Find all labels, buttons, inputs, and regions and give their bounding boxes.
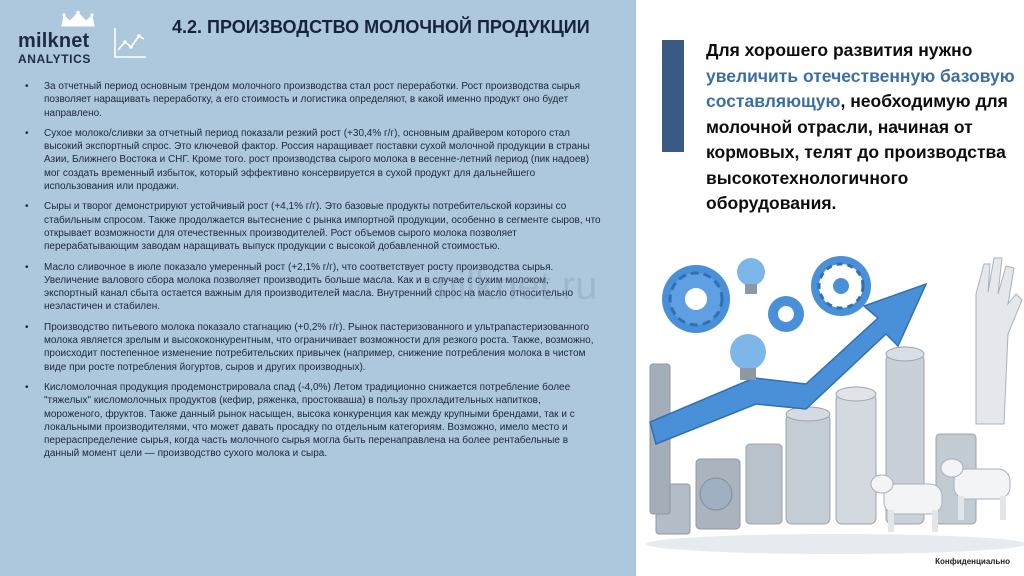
bullet-marker: • — [25, 201, 29, 213]
quote-text-end: , необходимую для молочной отрасли, начиная от кормовых, телят до производства высокотехнологичного оборудования. — [706, 91, 1008, 213]
dairy-industry-illustration — [636, 244, 1024, 554]
bullet-text: Сыры и творог демонстрируют устойчивый рост (+4,1% г/г). Это базовые продукты потребительской корзины со стабильным спросом. Также продолжается вытеснение с рынка импортной продукции, особенно в сегменте сыров, что открывает возможности для отечественных производителей. Рост объемов сырого молока позволяет перерабатывающим заводам наращивать выпуск продукции с высокой добавленной стоимостью. — [44, 201, 601, 253]
crown-icon — [58, 10, 98, 30]
bullet-item-fermented — [22, 381, 602, 461]
logo-subtitle: ANALYTICS — [18, 52, 91, 66]
bullet-text: Сухое молоко/сливки за отчетный период показали резкий рост (+30,4% г/г), основным драйвером которого стал высокий экспортный спрос. Это ключевой фактор. Россия наращивает поставки сухой молочной продукции в страны Азии, Ближнего Востока и СНГ. Кроме того. рост производства сырого молока в весенне-летний период (пик надоев) мог создать временный избыток, который эффективно консервируется в сухой продукт для дальнейшего использования или продажи. — [44, 127, 590, 193]
lightbulb-icon — [737, 258, 765, 294]
gear-icon — [811, 256, 871, 316]
page-title: 4.2. ПРОИЗВОДСТВО МОЛОЧНОЙ ПРОДУКЦИИ — [172, 17, 590, 37]
line-chart-icon — [112, 26, 148, 60]
bullet-item-dry-milk — [22, 127, 602, 193]
quote-text-start: Для хорошего развития нужно — [706, 40, 973, 60]
bullet-marker: • — [25, 381, 29, 393]
quote-accent-bar — [662, 40, 684, 152]
watermark: milknet.ru — [424, 264, 598, 308]
bullet-item-drinking-milk — [22, 321, 602, 374]
bullet-text: Кисломолочная продукция продемонстрировала спад (-4,0%) Летом традиционно снижается потребление более "тяжелых" кисломолочных продуктов (кефир, ряженка, простокваша) в пользу прохладительных напитков, мороженого, фруктов. Также данный рынок насыщен, высока конкуренция как между крупными брендами, так и с локальными производителями, что может давать просадку по отдельным категориям. Возможно, имело место и перераспределение сырья, когда часть молочного сырья могла быть перенаправлена на более рентабельные в данный момент цели — производство сухого молока и сыра. — [44, 381, 575, 460]
bullet-marker: • — [25, 81, 29, 92]
milknet-logo — [18, 10, 158, 70]
bullet-marker: • — [25, 321, 29, 333]
confidential-label: Конфиденциально — [935, 557, 1010, 566]
logo-wordmark: milknet — [18, 30, 90, 52]
glove-icon — [976, 258, 1022, 424]
bullet-marker: • — [25, 127, 29, 139]
quote-highlight: увеличить отечественную базовую составляющую — [706, 65, 1015, 111]
lightbulb-icon — [730, 334, 766, 380]
key-quote — [706, 38, 1016, 217]
bullet-item-cheese — [22, 200, 602, 253]
bullet-marker: • — [25, 261, 29, 273]
gear-icon — [662, 265, 730, 333]
bullet-text: Масло сливочное в июле показало умеренный рост (+2,1% г/г), что соответствует росту производства сырья. Увеличение валового сбора молока позволяет производить больше масла. Как и в случае с сухим молоком, экспортный канал сбыта остается важным для производителей масла. Внутренний спрос на масло относительно неэластичен и стабилен. — [44, 261, 574, 313]
gear-icon — [768, 296, 804, 332]
bullet-item-processing — [22, 80, 602, 120]
bullet-text: Производство питьевого молока показало стагнацию (+0,2% г/г). Рынок пастеризованного и ультрапастеризованного молока является зрелым и высококонкурентным, что ограничивает возможности для резкого роста. Также, возможно, происходит постепенное изменение потребительских привычек (например, снижение потребления молока в чистом виде при росте потребления йогуртов, сыров и других производных). — [44, 321, 594, 373]
bullet-text: За отчетный период основным трендом молочного производства стал рост переработки. Рост производства сырья позволяет наращивать переработку, а его стоимость и логистика определяют, в какой именно продукт оно будет направлено. — [44, 81, 581, 119]
